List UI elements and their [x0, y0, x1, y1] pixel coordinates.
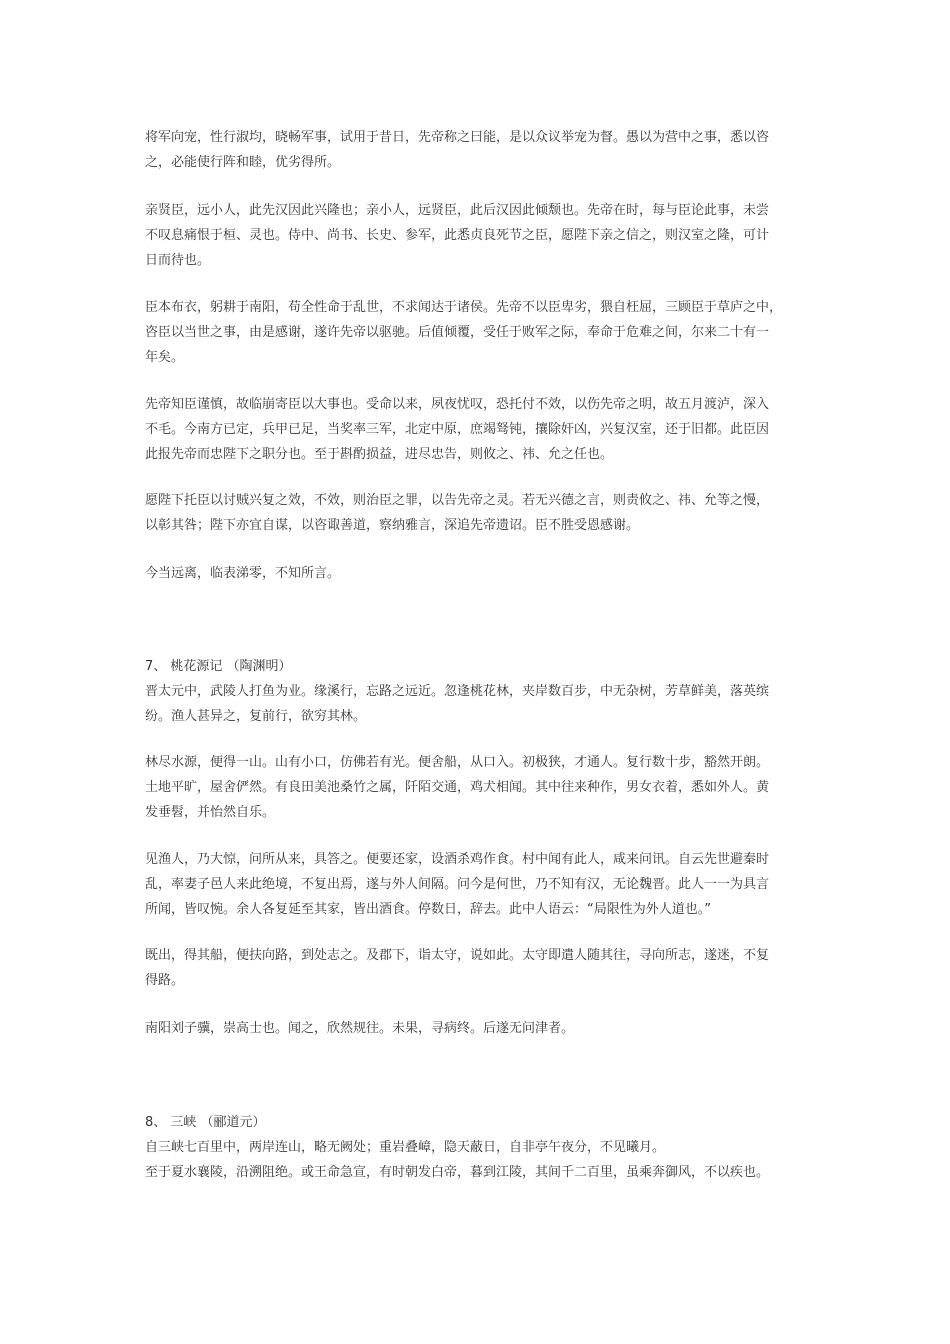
text-line: 林尽水源，便得一山。山有小口，仿佛若有光。便舍船，从口入。初极狭，才通人。复行数十步，豁然开朗。 — [145, 755, 770, 770]
paragraph-request — [145, 488, 805, 538]
text-line: 南阳刘子骥，崇高士也。闻之，欣然规往。未果，寻病终。后遂无问津者。 — [145, 1021, 575, 1036]
text-line: 发垂髫，并怡然自乐。 — [145, 805, 276, 820]
text-line: 此报先帝而忠陛下之职分也。至于斟酌损益，进尽忠告，则攸之、祎、允之任也。 — [145, 447, 614, 462]
text-line: 自三峡七百里中，两岸连山，略无阙处；重岩叠嶂，隐天蔽日，自非亭午夜分，不见曦月。 — [145, 1140, 666, 1155]
text-line: 将军向宠，性行淑均，晓畅军事，试用于昔日，先帝称之曰能，是以众议举宠为督。愚以为营中之事，悉以咨 — [145, 130, 770, 145]
text-line: 至于夏水襄陵，沿溯阻绝。或王命急宣，有时朝发白帝，暮到江陵，其间千二百里，虽乘奔御风，不以疾也。 — [145, 1165, 770, 1180]
paragraph-entrusted-duty — [145, 392, 805, 467]
section-peach-blossom-spring — [145, 654, 805, 729]
paragraph-liu-ziji — [145, 1016, 805, 1041]
text-line: 既出，得其船，便扶向路，到处志之。及郡下，诣太守，说如此。太守即遣人随其往，寻向所志，遂迷，不复 — [145, 948, 770, 963]
paragraph-general-xiang-chong — [145, 125, 805, 175]
text-line: 不叹息痛恨于桓、灵也。侍中、尚书、长史、参军，此悉贞良死节之臣，愿陛下亲之信之，则汉室之隆，可计 — [145, 228, 770, 243]
text-line: 以彰其咎；陛下亦宜自谋，以咨诹善道，察纳雅言，深追先帝遗诏。臣不胜受恩感谢。 — [145, 518, 640, 533]
text-line: 乱，率妻子邑人来此绝境，不复出焉，遂与外人间隔。问今是何世，乃不知有汉，无论魏晋。此人一一为具言 — [145, 877, 770, 892]
text-line: 之，必能使行阵和睦，优劣得所。 — [145, 155, 341, 170]
text-line: 臣本布衣，躬耕于南阳，苟全性命于乱世，不求闻达于诸侯。先帝不以臣卑劣，猥自枉屈，三顾臣于草庐之中， — [145, 300, 783, 315]
text-line: 日而待也。 — [145, 253, 211, 268]
text-line: 咨臣以当世之事，由是感谢，遂许先帝以驱驰。后值倾覆，受任于败军之际，奉命于危难之间，尔来二十有一 — [145, 325, 770, 340]
section-heading: 7、 桃花源记 （陶渊明） — [145, 659, 292, 674]
text-line: 得路。 — [145, 973, 185, 988]
text-line: 见渔人，乃大惊，问所从来，具答之。便要还家，设酒杀鸡作食。村中闻有此人，咸来问讯。自云先世避秦时 — [145, 852, 770, 867]
section-three-gorges — [145, 1110, 805, 1185]
paragraph-commoner-origin — [145, 295, 805, 370]
section-heading: 8、 三峡 （郦道元） — [145, 1115, 266, 1130]
text-line: 所闻，皆叹惋。余人各复延至其家，皆出酒食。停数日，辞去。此中人语云：“局限性为外人道也。” — [145, 902, 711, 917]
paragraph-forest-end — [145, 750, 805, 825]
text-line: 土地平旷，屋舍俨然。有良田美池桑竹之属，阡陌交通，鸡犬相闻。其中往来种作，男女衣着，悉如外人。黄 — [145, 780, 770, 795]
text-line: 亲贤臣，远小人，此先汉因此兴隆也；亲小人，远贤臣，此后汉因此倾颓也。先帝在时，每与臣论此事，未尝 — [145, 203, 770, 218]
text-line: 愿陛下托臣以讨贼兴复之效，不效，则治臣之罪，以告先帝之灵。若无兴德之言，则责攸之、祎、允等之慢， — [145, 493, 770, 508]
text-line: 不毛。今南方已定，兵甲已足，当奖率三军，北定中原，庶竭驽钝，攘除奸凶，兴复汉室，还于旧都。此臣因 — [145, 422, 770, 437]
paragraph-departure — [145, 943, 805, 993]
text-line: 先帝知臣谨慎，故临崩寄臣以大事也。受命以来，夙夜忧叹，恐托付不效，以伤先帝之明，故五月渡泸，深入 — [145, 397, 770, 412]
paragraph-farewell — [145, 561, 805, 586]
text-line: 年矣。 — [145, 350, 185, 365]
paragraph-worthy-ministers — [145, 198, 805, 273]
text-line: 晋太元中，武陵人打鱼为业。缘溪行，忘路之远近。忽逢桃花林，夹岸数百步，中无杂树，芳草鲜美，落英缤 — [145, 684, 770, 699]
text-line: 纷。渔人甚异之，复前行，欲穷其林。 — [145, 709, 367, 724]
paragraph-fisherman-welcomed — [145, 847, 805, 922]
text-line: 今当远离，临表涕零，不知所言。 — [145, 566, 341, 581]
